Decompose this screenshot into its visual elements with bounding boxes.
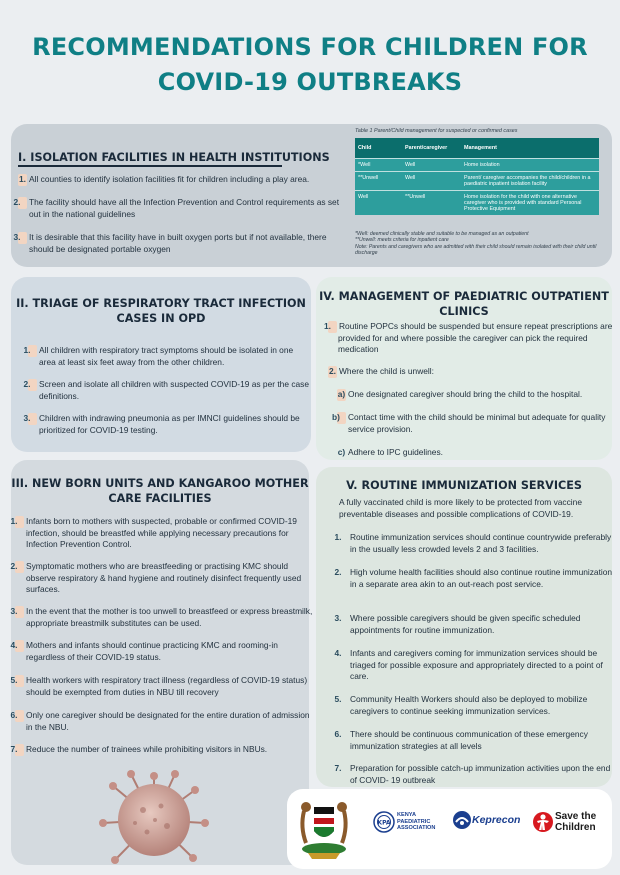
table-note: *Well: deemed clinically stable and suitable to be managed as an outpatient [355, 231, 529, 237]
page-title-line-1: RECOMMENDATIONS FOR CHILDREN FOR [32, 33, 588, 61]
item-text: It is desirable that this facility have in built oxygen ports but if not available, there should be designated portable oxygen [29, 232, 327, 254]
table-cell: Parent/ caregiver accompanies the child/children in a paediatric inpatient isolation facility [461, 172, 599, 191]
kpa-line-1: KENYA [397, 812, 417, 818]
item-text: Where possible caregivers should be given specific scheduled appointments for routine immunization. [350, 613, 581, 635]
section-5-item-7 [334, 763, 616, 786]
stc-line-1: Save the [555, 811, 597, 822]
item-text: Health workers with respiratory tract illness (regardless of COVID-19 status) should be exempted from duties in NBU till recovery [26, 675, 308, 697]
section-5-item-5 [334, 694, 616, 717]
section-3-item-3 [10, 606, 314, 629]
item-number: 7. [15, 744, 24, 756]
table-row [355, 172, 599, 191]
item-text: Symptomatic mothers who are breastfeeding or practising KMC should observe respiratory & hand hygiene and routinely disinfect frequently used surfaces. [26, 561, 302, 594]
item-letter: a) [337, 389, 346, 399]
table-row [355, 191, 599, 216]
item-text: Infants and caregivers coming for immunization services should be triaged for possible exposure and appropriately directed to a point of care. [350, 648, 603, 681]
item-text: Preparation for possible catch-up immunization activities upon the end of COVID- 19 outbreak [350, 763, 611, 785]
management-table [355, 138, 599, 215]
section-1-item-2 [13, 197, 351, 220]
coronavirus-illustration [95, 768, 213, 868]
section-4-title-line-2: CLINICS [439, 305, 489, 318]
section-3-title-line-1: III. NEW BORN UNITS AND KANGAROO MOTHER [11, 477, 309, 490]
section-2-title-line-1: II. TRIAGE OF RESPIRATORY TRACT INFECTION [16, 297, 306, 310]
kpa-line-2: PAEDIATRIC [397, 818, 431, 825]
table-cell: **Unwell [402, 191, 461, 216]
item-text: Reduce the number of trainees while prohibiting visitors in NBUs. [26, 744, 268, 754]
table-caption: Table 1 Parent/Child management for suspected or confirmed cases [355, 128, 518, 134]
item-number: 3. [15, 606, 24, 618]
item-number: 2. [15, 561, 24, 573]
item-number: 4. [15, 640, 24, 652]
table-notes [355, 231, 605, 257]
section-3-item-7 [10, 744, 314, 756]
item-text: Contact time with the child should be minimal but adequate for quality service provision. [348, 412, 606, 434]
section-1-item-3 [13, 232, 351, 255]
section-4-item-a [337, 389, 607, 401]
item-text: Screen and isolate all children with suspected COVID-19 as per the case definitions. [39, 379, 310, 401]
item-number: 1. [28, 345, 37, 357]
kpa-emblem-text: KPA [377, 819, 391, 827]
table-cell: Home isolation for the child with one alternative caregiver who is provided with standard Personal Protective Equipment [461, 191, 599, 216]
item-text: Community Health Workers should also be deployed to mobilize caregivers to continue seeking immunization services. [350, 694, 588, 716]
table-cell: Home isolation [461, 159, 599, 172]
item-text: Adhere to IPC guidelines. [348, 447, 443, 457]
table-cell: *Well [355, 159, 402, 172]
table-cell: **Unwell [355, 172, 402, 191]
item-text: All counties to identify isolation facilities fit for children including a play area. [29, 174, 310, 184]
table-note: **Unwell: meets criteria for inpatient care [355, 237, 449, 244]
section-2-title-line-2: CASES IN OPD [116, 312, 206, 325]
item-letter: b) [337, 412, 346, 424]
item-text: Routine immunization services should continue countrywide preferably in the usually less crowded levels 2 and 3 facilities. [350, 532, 612, 554]
item-number: 5. [334, 694, 342, 704]
save-the-children-logo-text [555, 811, 596, 833]
page-title-line-2: COVID-19 OUTBREAKS [157, 68, 463, 96]
item-text: Only one caregiver should be designated for the entire duration of admission in the NBU. [26, 710, 310, 732]
section-2-title [11, 296, 311, 326]
section-4-title-line-1: IV. MANAGEMENT OF PAEDIATRIC OUTPATIENT [319, 290, 609, 303]
kpa-line-3: ASSOCIATION [397, 825, 436, 832]
section-5-item-3 [334, 613, 616, 636]
item-number: 2. [28, 379, 37, 391]
section-3-item-5 [10, 675, 314, 698]
section-5-title: V. ROUTINE IMMUNIZATION SERVICES [346, 479, 582, 492]
item-letter: c) [337, 447, 346, 457]
section-1-item-1 [18, 174, 343, 186]
item-text: The facility should have all the Infection Prevention and Control requirements as set out in the national guidelines [29, 197, 340, 219]
section-3-item-6 [10, 710, 314, 733]
table-header-cell: Child [355, 138, 402, 159]
item-text: High volume health facilities should also continue routine immunization in a separate area akin to an out-reach post service. [350, 567, 613, 589]
section-3-item-1 [10, 516, 314, 551]
item-number: 2. [329, 366, 336, 376]
item-text: Where the child is unwell: [339, 366, 434, 376]
section-4-item-b [332, 412, 616, 435]
item-number: 3. [18, 232, 27, 244]
table-cell: Well [355, 191, 402, 216]
stc-line-2: Children [555, 822, 596, 833]
table-cell: Well [402, 172, 461, 191]
kpa-logo-text [397, 812, 435, 832]
table-header-cell: Parent/caregiver [402, 138, 461, 159]
item-number: 1. [328, 321, 337, 333]
section-2-item-3 [23, 413, 311, 436]
item-number: 7. [334, 763, 342, 773]
section-5-intro: A fully vaccinated child is more likely to be protected from vaccine preventable diseases and possible complications of COVID-19. [339, 497, 582, 519]
section-1-underline [18, 165, 282, 167]
item-number: 3. [28, 413, 37, 425]
section-5-item-6 [334, 729, 616, 752]
table-row [355, 159, 599, 172]
page-title [0, 30, 620, 100]
section-2-item-1 [23, 345, 311, 368]
kpa-emblem-icon [373, 811, 395, 833]
item-number: 5. [15, 675, 24, 687]
section-3-item-2 [10, 561, 314, 596]
table-header-cell: Management [461, 138, 599, 159]
section-4-title [316, 289, 612, 319]
section-4-item-c [337, 447, 605, 459]
section-3-title-line-2: CARE FACILITIES [108, 492, 212, 505]
item-text: Routine POPCs should be suspended but ensure repeat prescriptions are provided for and where possible the caregiver can pick the required medication [338, 321, 613, 354]
item-number: 1. [19, 174, 26, 184]
item-text: There should be continuous communication of these emergency immunization strategies at all levels [350, 729, 588, 751]
section-4-item-1 [324, 321, 616, 356]
item-number: 2. [18, 197, 27, 209]
keprecon-emblem-icon [452, 810, 472, 830]
item-number: 2. [334, 567, 342, 577]
kenya-coat-of-arms-logo [296, 797, 352, 861]
item-number: 4. [334, 648, 342, 658]
item-text: One designated caregiver should bring the child to the hospital. [348, 389, 583, 399]
item-number: 1. [15, 516, 24, 528]
section-5-item-2 [334, 567, 616, 590]
item-number: 1. [334, 532, 342, 542]
item-number: 3. [334, 613, 342, 623]
item-text: Infants born to mothers with suspected, probable or confirmed COVID-19 infection, should be breastfed while applying necessary precautions for Infection Prevention Control. [26, 516, 297, 549]
item-number: 6. [15, 710, 24, 722]
item-text: Mothers and infants should continue practicing KMC and rooming-in regardless of their COVID-19 status. [26, 640, 278, 662]
table-cell: Well [402, 159, 461, 172]
section-1-title: I. ISOLATION FACILITIES IN HEALTH INSTITUTIONS [18, 151, 330, 164]
section-5-item-4 [334, 648, 616, 683]
section-3-title [11, 476, 309, 506]
section-3-item-4 [10, 640, 314, 663]
item-text: Children with indrawing pneumonia as per IMNCI guidelines should be prioritized for COVID-19 testing. [39, 413, 300, 435]
section-4-item-2 [328, 366, 606, 378]
keprecon-logo-text: Keprecon [472, 814, 521, 826]
item-text: All children with respiratory tract symptoms should be isolated in one area at least six feet away from the other children. [39, 345, 294, 367]
item-text: In the event that the mother is too unwell to breastfeed or express breastmilk, appropriate breastmilk substitutes can be used. [26, 606, 313, 628]
save-the-children-emblem-icon [533, 811, 553, 833]
section-5-item-1 [334, 532, 616, 555]
table-header-row [355, 138, 599, 159]
section-2-item-2 [23, 379, 311, 402]
table-note: Note: Parents and caregivers who are admitted with their child should remain isolated with their child until discharge [355, 243, 597, 257]
item-number: 6. [334, 729, 342, 739]
